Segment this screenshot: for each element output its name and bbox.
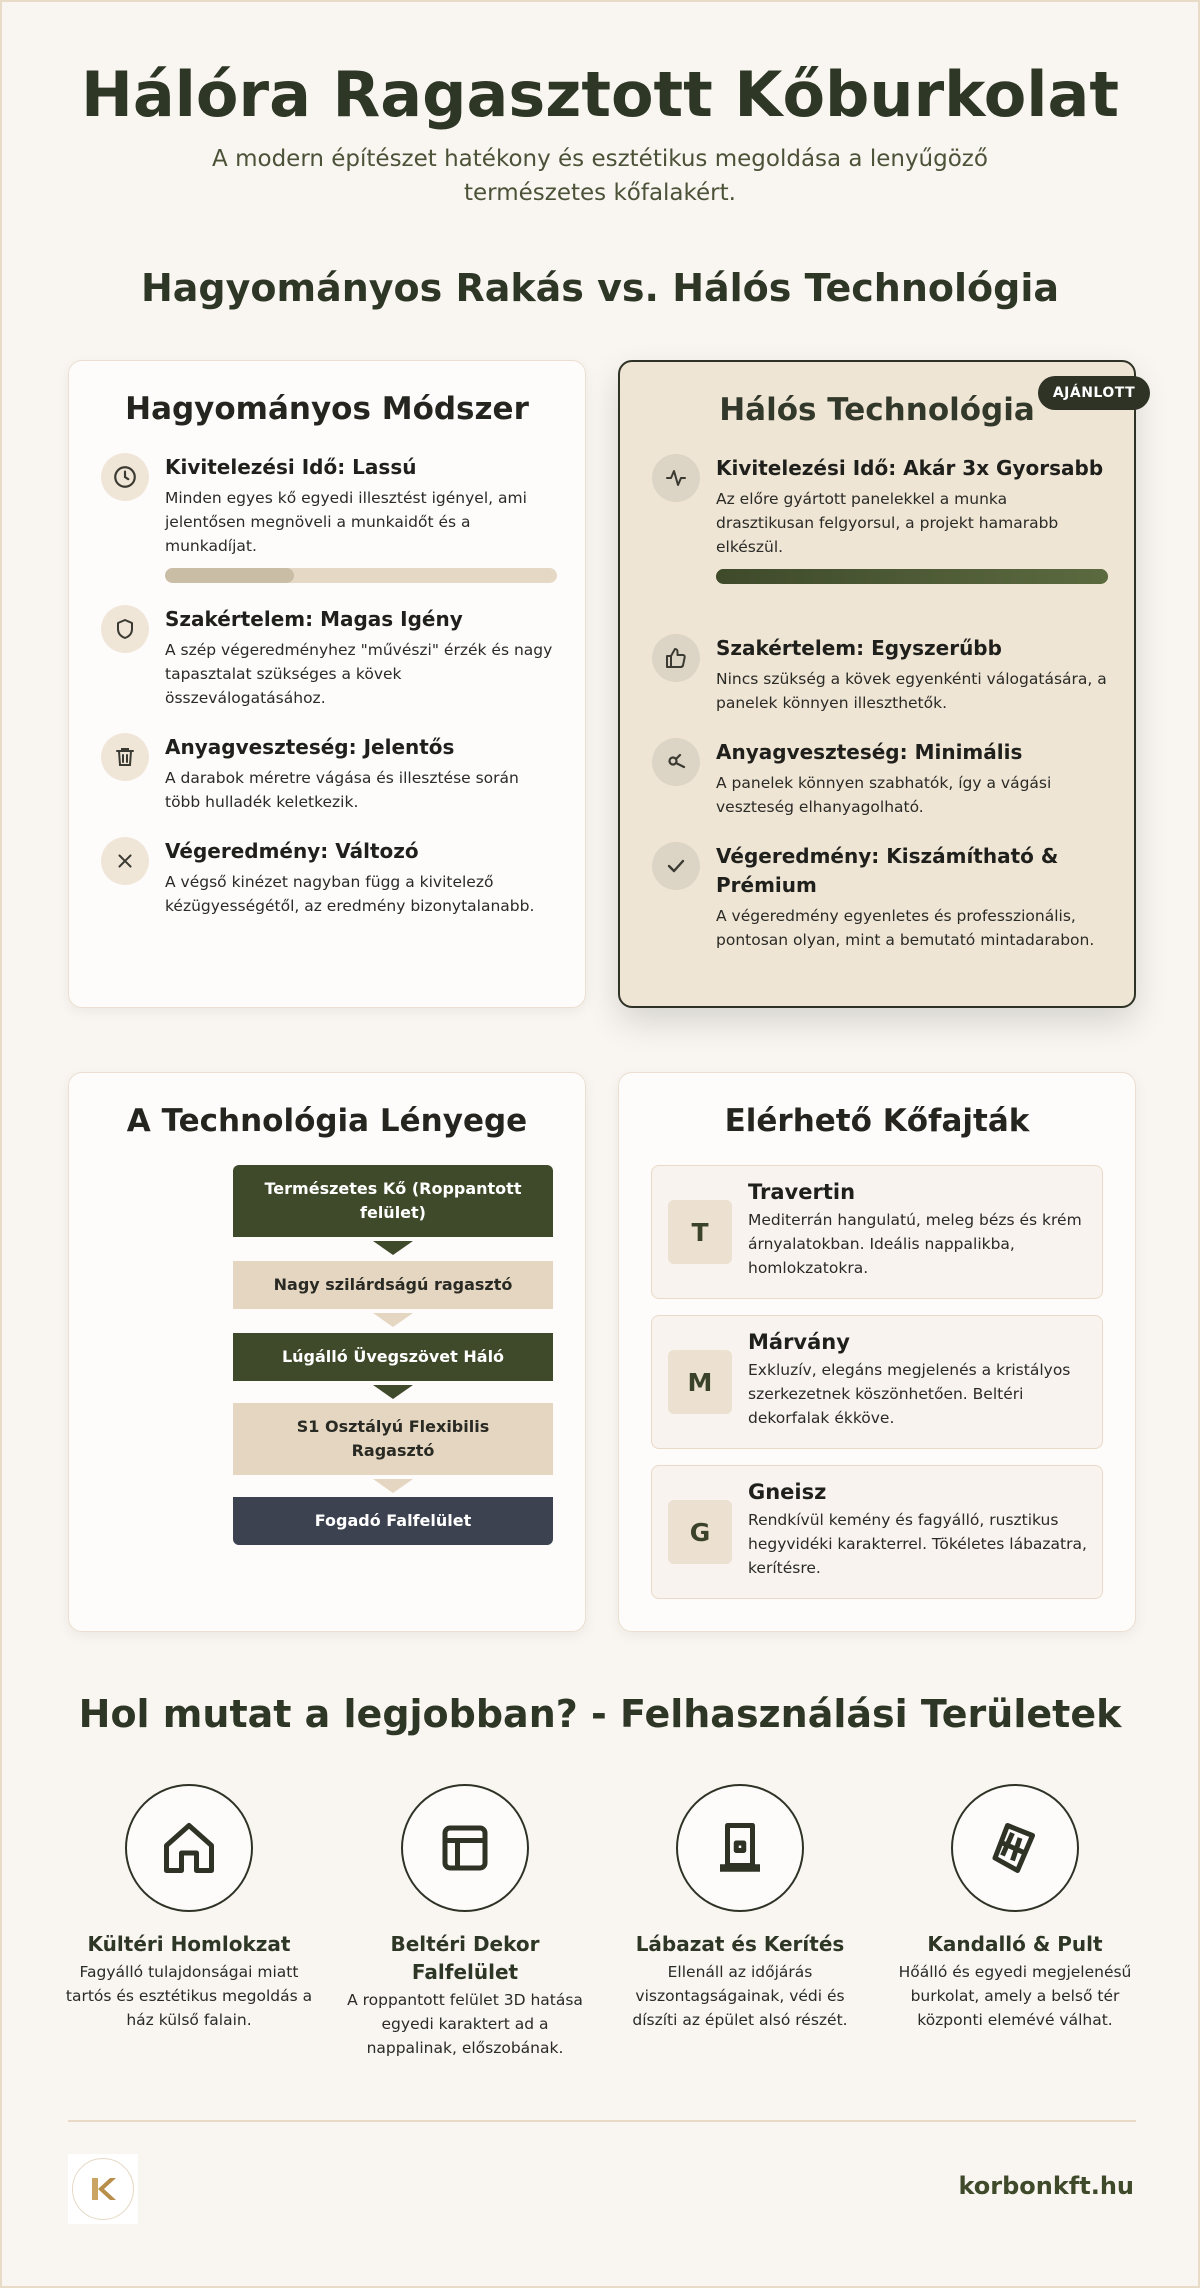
mesh-feature-waste <box>652 738 1108 819</box>
stone-description: Mediterrán hangulatú, meleg bézs és krém árnyalatokban. Ideális nappalikba, homlokzatokra. <box>748 1211 1082 1277</box>
use-text: Fagyálló tulajdonságai miatt tartós és esztétikus megoldás a ház külső falain. <box>65 1963 313 2029</box>
feature-title: Végeredmény: Változó <box>165 839 419 863</box>
feature-title: Anyagveszteség: Minimális <box>716 740 1023 764</box>
feature-text: Minden egyes kő egyedi illesztést igényel, ami jelentősen megnöveli a munkaidőt és a munkadíjat. <box>165 489 527 555</box>
company-logo[interactable] <box>68 2154 138 2224</box>
feature-text: A szép végeredményhez "művészi" érzék és nagy tapasztalat szükséges a kövek összeválogatásához. <box>165 641 553 707</box>
page-title: Hálóra Ragasztott Kőburkolat <box>80 58 1120 131</box>
traditional-card <box>68 360 586 1008</box>
use-item-plinth <box>615 1784 865 2032</box>
technology-card <box>68 1072 586 1632</box>
layer-natural-stone: Természetes Kő (Roppantott felület) <box>233 1165 553 1237</box>
use-title: Kandalló & Pult <box>927 1932 1103 1956</box>
feature-text: Az előre gyártott panelekkel a munka drasztikusan felgyorsul, a projekt hamarabb elkészül. <box>716 490 1059 556</box>
recommended-badge: AJÁNLOTT <box>1038 376 1150 410</box>
feature-title: Szakértelem: Egyszerűbb <box>716 636 1002 660</box>
traditional-feature-skill <box>101 605 557 710</box>
traditional-feature-time <box>101 453 557 583</box>
traditional-feature-result <box>101 837 557 918</box>
stones-card <box>618 1072 1136 1632</box>
feature-text: Nincs szükség a kövek egyenkénti válogatására, a panelek könnyen illeszthetők. <box>716 670 1107 712</box>
website-link[interactable]: korbonkft.hu <box>958 2172 1134 2200</box>
feature-title: Anyagveszteség: Jelentős <box>165 735 455 759</box>
use-text: Hőálló és egyedi megjelenésű burkolat, amely a belső tér központi elemévé válhat. <box>898 1963 1132 2029</box>
layer-adhesive: Nagy szilárdságú ragasztó <box>233 1261 553 1309</box>
mesh-feature-time <box>652 454 1108 584</box>
page-subtitle: A modern építészet hatékony és esztétikus megoldása a lenyűgöző természetes kőfalakért. <box>212 146 988 206</box>
feature-title: Végeredmény: Kiszámítható & Prémium <box>716 844 1059 897</box>
shield-icon <box>101 605 149 653</box>
stone-item-gneisz <box>651 1465 1103 1599</box>
use-item-fireplace <box>890 1784 1140 2032</box>
feature-text: A végső kinézet nagyban függ a kivitelező kézügyességétől, az eredmény bizonytalanabb. <box>165 873 535 915</box>
layer-arrow <box>373 1479 413 1493</box>
logo-ring <box>72 2158 134 2220</box>
activity-icon <box>652 454 700 502</box>
layout-icon <box>401 1784 529 1912</box>
stone-name: Gneisz <box>748 1480 827 1504</box>
stone-description: Rendkívül kemény és fagyálló, rusztikus hegyvidéki karakterrel. Tökéletes lábazatra, kerítésre. <box>748 1511 1087 1577</box>
traditional-feature-waste <box>101 733 557 814</box>
layer-wall-surface: Fogadó Falfelület <box>233 1497 553 1545</box>
technology-title: A Technológia Lényege <box>126 1103 528 1139</box>
speed-progress-bar <box>716 569 1108 584</box>
comparison-title: Hagyományos Rakás vs. Hálós Technológia <box>140 266 1060 310</box>
feature-text: A végeredmény egyenletes és professzionális, pontosan olyan, mint a bemutató mintadarabon. <box>716 907 1095 949</box>
scissors-icon <box>652 738 700 786</box>
layer-arrow <box>373 1313 413 1327</box>
stone-item-travertin <box>651 1165 1103 1299</box>
x-icon <box>101 837 149 885</box>
stone-description: Exkluzív, elegáns megjelenés a kristályos szerkezetnek köszönhetően. Beltéri dekorfalak ékköve. <box>748 1361 1071 1427</box>
speed-progress-bar <box>165 568 557 583</box>
traditional-title: Hagyományos Módszer <box>125 391 529 427</box>
layer-arrow <box>373 1241 413 1255</box>
feature-title: Kivitelezési Idő: Akár 3x Gyorsabb <box>716 456 1104 480</box>
uses-title: Hol mutat a legjobban? - Felhasználási Területek <box>78 1692 1122 1736</box>
speed-progress-fill <box>165 568 294 583</box>
stone-name: Márvány <box>748 1330 850 1354</box>
stone-letter-badge: M <box>668 1350 732 1414</box>
pillar-icon <box>676 1784 804 1912</box>
feature-title: Kivitelezési Idő: Lassú <box>165 455 417 479</box>
clock-icon <box>101 453 149 501</box>
stone-name: Travertin <box>748 1180 856 1204</box>
layer-arrow <box>373 1385 413 1399</box>
trash-icon <box>101 733 149 781</box>
use-text: A roppantott felület 3D hatása egyedi karaktert ad a nappalinak, előszobának. <box>347 1991 583 2057</box>
use-title: Beltéri Dekor Falfelület <box>390 1932 540 1984</box>
fireplace-icon <box>951 1784 1079 1912</box>
stone-item-marvany <box>651 1315 1103 1449</box>
logo-k-icon <box>88 2174 118 2204</box>
use-title: Lábazat és Kerítés <box>635 1932 845 1956</box>
stone-letter-badge: T <box>668 1200 732 1264</box>
house-icon <box>125 1784 253 1912</box>
mesh-feature-result <box>652 842 1108 952</box>
stones-title: Elérhető Kőfajták <box>724 1103 1030 1139</box>
use-text: Ellenáll az időjárás viszontagságainak, védi és díszíti az épület alsó részét. <box>632 1963 848 2029</box>
use-item-interior <box>340 1784 590 2060</box>
use-title: Kültéri Homlokzat <box>87 1932 291 1956</box>
layer-glass-mesh: Lúgálló Üvegszövet Háló <box>233 1333 553 1381</box>
layer-flexible-adhesive: S1 Osztályú Flexibilis Ragasztó <box>233 1403 553 1475</box>
thumbs-up-icon <box>652 634 700 682</box>
footer-divider <box>68 2120 1136 2122</box>
stone-letter-badge: G <box>668 1500 732 1564</box>
use-item-facade <box>64 1784 314 2032</box>
feature-text: A darabok méretre vágása és illesztése során több hulladék keletkezik. <box>165 769 519 811</box>
feature-title: Szakértelem: Magas Igény <box>165 607 463 631</box>
mesh-title: Hálós Technológia <box>719 392 1035 428</box>
mesh-feature-skill <box>652 634 1108 715</box>
mesh-card <box>618 360 1136 1008</box>
speed-progress-fill <box>716 569 1108 584</box>
feature-text: A panelek könnyen szabhatók, így a vágási veszteség elhanyagolható. <box>716 774 1052 816</box>
check-icon <box>652 842 700 890</box>
